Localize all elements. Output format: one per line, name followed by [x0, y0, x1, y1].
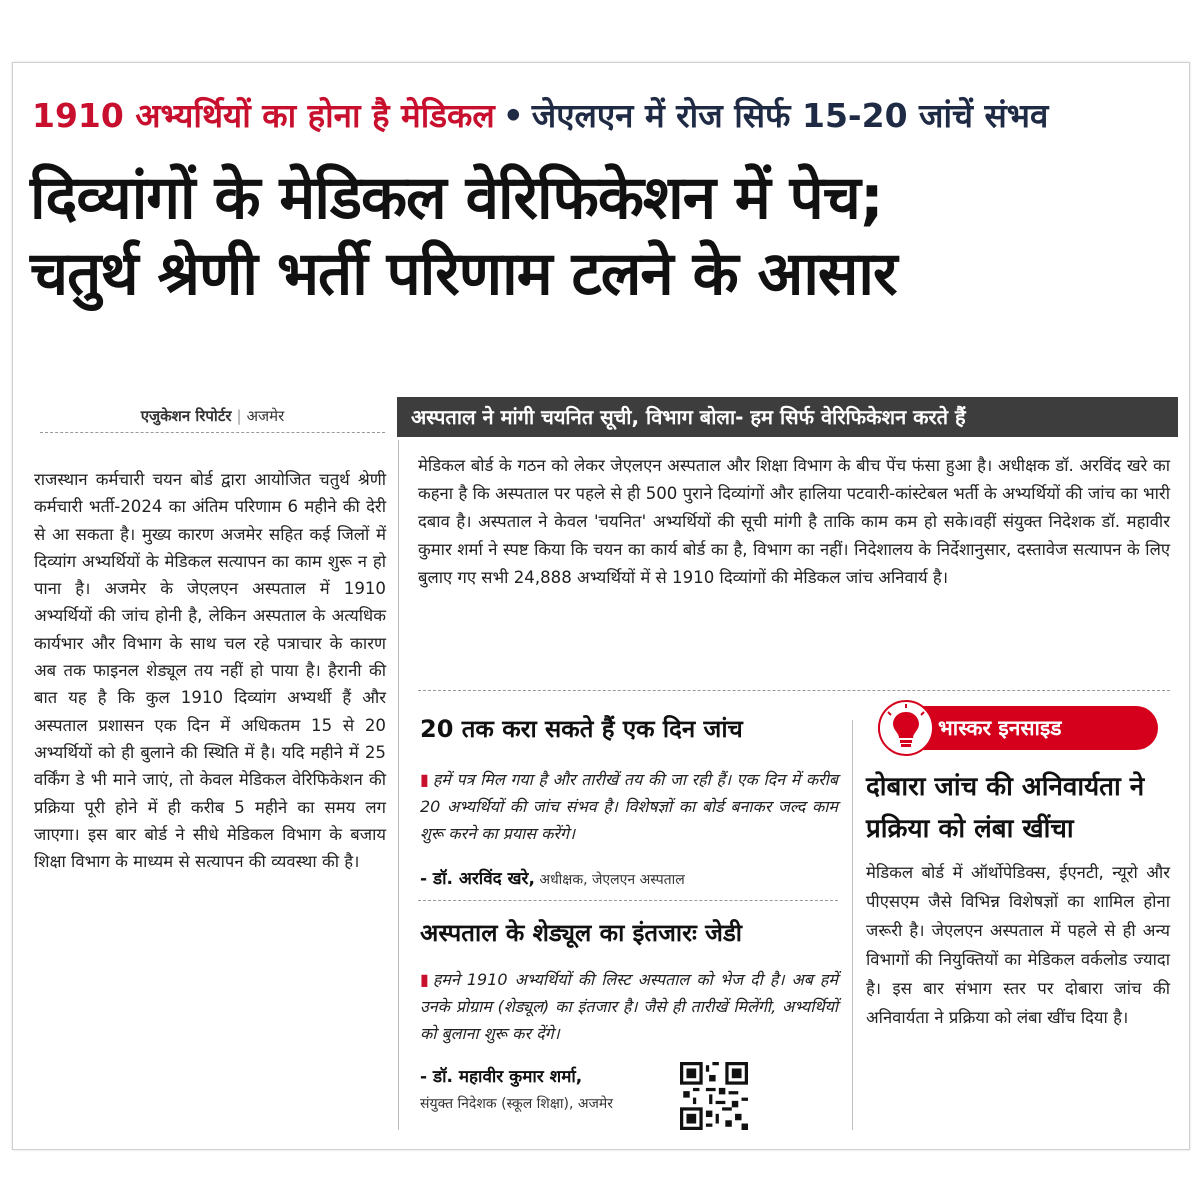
quote2-text: हमने 1910 अभ्यर्थियों की लिस्ट अस्पताल को भेज दी है। अब हमें उनके प्रोग्राम (शेड्यूल) का इंतजार है। जैसे ही तारीखें मिलेंगी, अभ्यर्थियों को बुलाना शुरू कर देंगे। — [420, 970, 838, 1043]
main-headline — [30, 160, 1175, 312]
quote2-designation: संयुक्त निदेशक (स्कूल शिक्षा), अजमेर — [420, 1096, 614, 1112]
column-divider-right — [852, 720, 853, 1130]
quote1-designation: अधीक्षक, जेएलएन अस्पताल — [539, 872, 685, 888]
column-divider-left — [398, 440, 399, 1130]
quote2-heading: अस्पताल के शेड्यूल का इंतजारः जेडी — [420, 919, 743, 947]
inside-heading: दोबारा जांच की अनिवार्यता ने प्रक्रिया को लंबा खींचा — [866, 772, 1145, 844]
quote1-attribution — [420, 866, 685, 889]
quote-divider — [418, 900, 838, 901]
kicker-line — [32, 92, 1172, 162]
quote1-name: - डॉ. अरविंद खरे, — [420, 869, 535, 889]
quote2-name: - डॉ. महावीर कुमार शर्मा, — [420, 1067, 583, 1087]
quote-mark-icon: ▮ — [420, 770, 429, 789]
quote-mark-icon: ▮ — [420, 970, 429, 989]
byline-separator: | — [236, 407, 242, 425]
byline-reporter: एजुकेशन रिपोर्टर — [140, 407, 232, 425]
headline-line-2: चतुर्थ श्रेणी भर्ती परिणाम टलने के आसार — [30, 239, 897, 309]
section-divider — [418, 690, 1170, 691]
section-bar: अस्पताल ने मांगी चयनित सूची, विभाग बोला- हम सिर्फ वेरिफिकेशन करते हैं — [397, 397, 1178, 437]
lightbulb-icon — [878, 700, 934, 756]
kicker-bullet: • — [502, 96, 524, 135]
headline-line-1: दिव्यांगों के मेडिकल वेरिफिकेशन में पेच; — [30, 163, 883, 233]
left-column-text: राजस्थान कर्मचारी चयन बोर्ड द्वारा आयोजित चतुर्थ श्रेणी कर्मचारी भर्ती-2024 का अंतिम परिणाम 6 महीने की देरी से आ सकता है। मुख्य कारण अजमेर सहित कई जिलों में दिव्यांग अभ्यर्थियों के मेडिकल सत्यापन का काम शुरू न हो पाना है। अजमेर के जेएलएन अस्पताल में 1910 अभ्यर्थियों की जांच होनी है, लेकिन अस्पताल के अत्यधिक कार्यभार और विभाग के साथ चल रहे पत्राचार के कारण अब तक फाइनल शेड्यूल तय नहीं हो पाया है। हैरानी की बात यह है कि कुल 1910 दिव्यांग अभ्यर्थी हैं और अस्पताल प्रशासन एक दिन में अधिकतम 15 से 20 अभ्यर्थियों को ही बुलाने की स्थिति में है। यदि महीने में 25 वर्किंग डे भी माने जाएं, तो केवल मेडिकल वेरिफिकेशन की प्रक्रिया पूरी होने में ही करीब 5 महीने का समय लग जाएगा। इस बार बोर्ड ने सीधे मेडिकल विभाग के बजाय शिक्षा विभाग के माध्यम से सत्यापन की व्यवस्था की है। — [34, 470, 386, 872]
quote1-heading: 20 तक करा सकते हैं एक दिन जांच — [420, 715, 743, 743]
bhaskar-inside-badge: भास्कर इनसाइड — [878, 706, 1158, 750]
kicker-right: जेएलएन में रोज सिर्फ 15-20 जांचें संभव — [531, 96, 1049, 135]
byline — [40, 400, 385, 433]
kicker-left: 1910 अभ्यर्थियों का होना है मेडिकल — [32, 96, 495, 135]
quote2-block — [420, 966, 838, 1047]
byline-city: अजमेर — [246, 407, 285, 425]
inside-body: मेडिकल बोर्ड में ऑर्थोपेडिक्स, ईएनटी, न्यूरो और पीएसएम जैसे विभिन्न विशेषज्ञों का शामिल होना जरूरी है। जेएलएन अस्पताल में पहले से ही अन्य विभागों की नियुक्तियों का मेडिकल वर्कलोड ज्यादा है। इस बार संभाग स्तर पर दोबारा जांच की अनिवार्यता ने प्रक्रिया को लंबा खींच दिया है। — [866, 863, 1170, 1027]
quote1-block — [420, 766, 838, 847]
quote1-text: हमें पत्र मिल गया है और तारीखें तय की जा रही हैं। एक दिन में करीब 20 अभ्यर्थियों की जांच संभव है। विशेषज्ञों का बोर्ड बनाकर जल्द काम शुरू करने का प्रयास करेंगे। — [420, 770, 838, 843]
qr-code-icon[interactable] — [680, 1062, 748, 1130]
right-paragraph: मेडिकल बोर्ड के गठन को लेकर जेएलएन अस्पताल और शिक्षा विभाग के बीच पेंच फंसा हुआ है। अधीक्षक डॉ. अरविंद खरे का कहना है कि अस्पताल पर पहले से ही 500 पुराने दिव्यांगों और हालिया पटवारी-कांस्टेबल भर्ती के अभ्यर्थियों की जांच का भारी दबाव है। अस्पताल ने केवल 'चयनित' अभ्यर्थियों की सूची मांगी है ताकि काम कम हो सके।वहीं संयुक्त निदेशक डॉ. महावीर कुमार शर्मा ने स्पष्ट किया कि चयन का कार्य बोर्ड का है, विभाग का नहीं। निदेशालय के निर्देशानुसार, दस्तावेज सत्यापन के लिए बुलाए गए सभी 24,888 अभ्यर्थियों में से 1910 दिव्यांगों की मेडिकल जांच अनिवार्य है। — [418, 456, 1170, 587]
quote2-name-line — [420, 1064, 582, 1087]
